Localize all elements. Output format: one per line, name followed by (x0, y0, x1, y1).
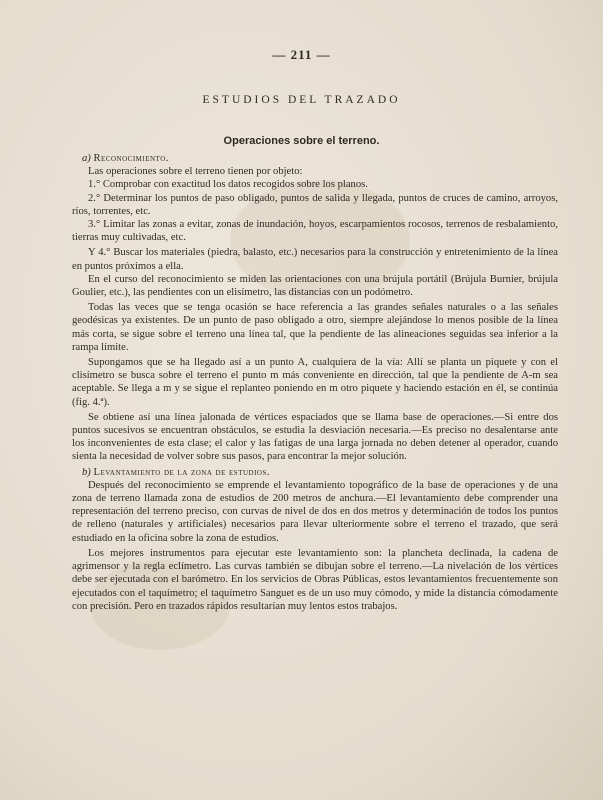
page-number: — 211 — (272, 47, 331, 62)
body-text (72, 152, 558, 613)
paragraph: Supongamos que se ha llegado así a un punto A, cualquiera de la vía: Allí se planta un piquete y con el clisímetro se busca sobre el terreno el punto m más conveniente en dirección, tal que la pendiente de A-m sea aceptable. Se llega a m y se sigue el replanteo poniendo en m otro piquete y haciendo estación en él, se continúa (fig. 4.ª). (72, 357, 558, 408)
section-name: Levantamiento de la zona de estudios. (93, 466, 271, 478)
paragraph: Todas las veces que se tenga ocasión se hace referencia a las grandes señales naturales o a las señales geodésicas ya existentes. De un punto de paso obligado a otro, siempre alejándose lo menos posible de la línea más corta, se sigue sobre el terreno una línea tal, que la pendiente de las alineaciones seguidas sea inferior a la rampa límite. (72, 302, 558, 353)
section-heading-b (72, 466, 558, 479)
section-letter: a) (82, 153, 91, 164)
section-subtitle: Operaciones sobre el terreno. (223, 135, 380, 147)
paragraph: Se obtiene así una línea jalonada de vértices espaciados que se llama base de operaciones.—Si entre dos puntos sucesivos se encuentran obstáculos, se estudia la desviación necesaria.—Es preciso no desalentarse ante los inconvenientes de esta clase; el calor y las fatigas de una larga jornada no deben detener al operador, cuando sienta la necesidad de volver sobre sus pasos, para encontrar la mejor solución. (72, 411, 558, 463)
paragraph: En el curso del reconocimiento se miden las orientaciones con una brújula portátil (Brújula Burnier, brújula Goulier, etc.), las pendientes con un elisímetro, las distancias con un podómetro. (72, 273, 558, 299)
paragraph: Los mejores instrumentos para ejecutar este levantamiento son: la plancheta declinada, la cadena de agrimensor y la regla eclímetro. Las curvas también se dibujan sobre el terreno.—La nivelación de los vértices debe ser ejecutada con el barómetro. En los servicios de Obras Públicas, estos levantamientos frecuentemente son ejecutados con el taquímetro; el taquímetro Sanguet es de un uso muy cómodo, y mide la distancia cómodamente con precisión. Pero en trazados rápidos resultarían muy lentos estos trabajos. (72, 547, 558, 612)
list-item: Y 4.° Buscar los materiales (piedra, balasto, etc.) necesarios para la construcción y entretenimiento de la línea en puntos próximos a ella. (72, 247, 558, 272)
list-item: 2.° Determinar los puntos de paso obligado, puntos de salida y llegada, puntos de cruces de camino, arroyos, ríos, torrentes, etc. (72, 192, 558, 217)
list-item: 3.° Limitar las zonas a evitar, zonas de inundación, hoyos, escarpamientos rocosos, terrenos de resbalamiento, tierras muy cultivadas, etc. (72, 219, 558, 244)
list-item: 1.° Comprobar con exactitud los datos recogidos sobre los planos. (88, 179, 368, 191)
section-letter: b) (82, 466, 91, 478)
chapter-title: ESTUDIOS DEL TRAZADO (202, 94, 401, 106)
paragraph: Después del reconocimiento se emprende el levantamiento topográfico de la base de operaciones y de una zona de terreno llamada zona de estudios de 200 metros de anchura.—El levantamiento debe comprender una representación del terreno preciso, con curvas de nivel de dos en dos metros y determinación de todos los puntos de relleno (naturales y artificiales) necesarios para llevar ulteriormente sobre el terreno el trazado, que será estudiado en la oficina sobre la zona de estudios. (72, 479, 558, 544)
section-name: Reconocimiento. (93, 153, 169, 164)
section-heading-a (72, 152, 558, 165)
paragraph-intro: Las operaciones sobre el terreno tienen por objeto: (88, 166, 303, 178)
